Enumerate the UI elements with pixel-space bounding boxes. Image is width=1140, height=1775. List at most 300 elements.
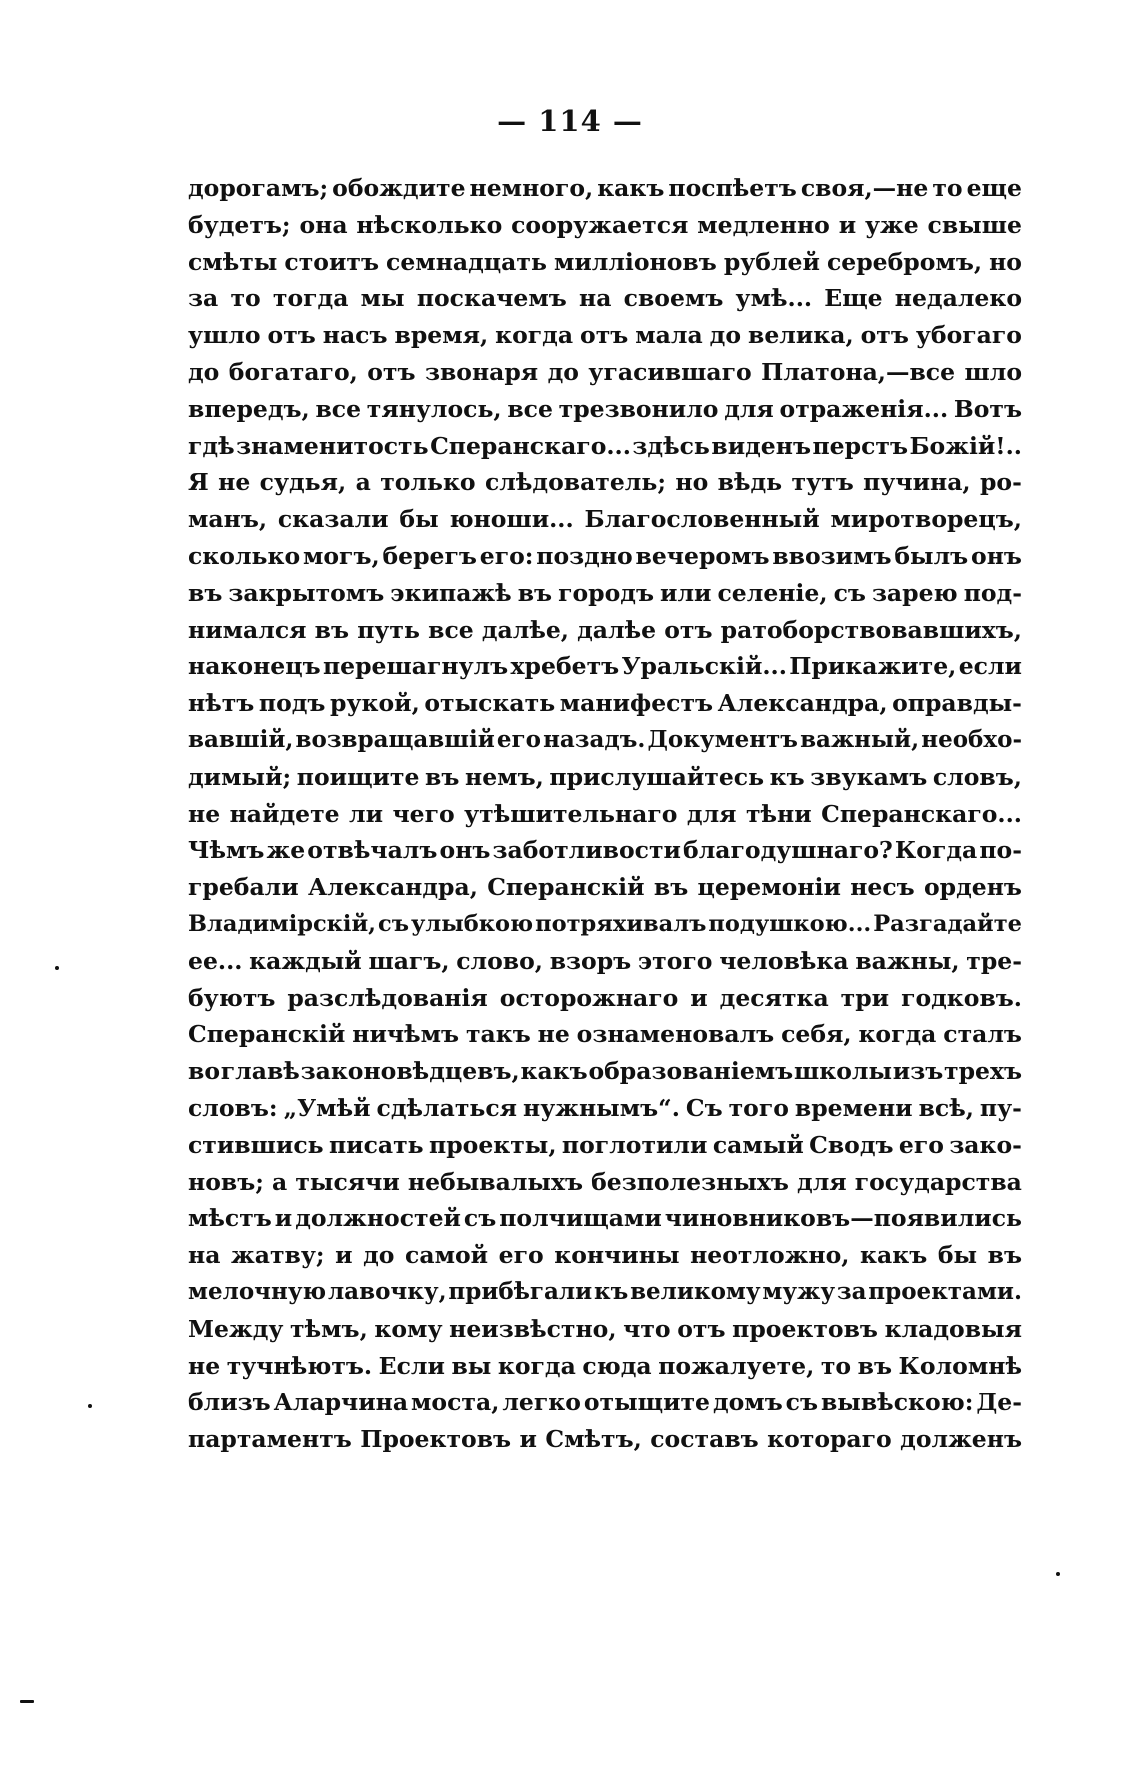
word: оправды- — [892, 689, 1022, 718]
word: съ — [378, 910, 409, 937]
word: недалеко — [894, 284, 1022, 313]
word: Коломнѣ — [898, 1351, 1022, 1380]
text-line — [188, 906, 1022, 943]
word: звонаря — [424, 357, 539, 386]
word: къ — [769, 762, 805, 791]
text-line — [188, 722, 1022, 759]
word: что — [623, 1314, 671, 1343]
word: сколько — [188, 541, 301, 570]
body-text — [188, 170, 1022, 1458]
word: поглотили — [561, 1130, 708, 1159]
word: десятка — [719, 983, 829, 1012]
word: ввозимъ — [772, 541, 892, 570]
word: необхо- — [921, 725, 1022, 753]
word: перстъ — [812, 431, 908, 460]
word: судья, — [259, 468, 347, 497]
scan-speck — [1056, 1572, 1060, 1576]
word: утѣшительнаго — [464, 799, 678, 828]
word: составъ — [650, 1425, 759, 1454]
word: кладовыя — [884, 1314, 1022, 1343]
word: ушло — [188, 321, 261, 350]
word: тысячи — [295, 1167, 400, 1196]
word: несъ — [850, 873, 915, 902]
word: во — [188, 1057, 221, 1086]
word: въ — [425, 762, 460, 791]
word: медленно — [697, 210, 830, 239]
word: Александра, — [308, 873, 478, 902]
word: и — [519, 1425, 537, 1454]
word: въ — [987, 1241, 1022, 1270]
word: писать — [328, 1130, 424, 1159]
word: его — [496, 725, 541, 753]
word: хребетъ — [510, 652, 620, 681]
word: тѣни — [745, 799, 812, 828]
word: отыскать — [424, 689, 556, 718]
word: гдѣ — [188, 431, 235, 460]
word: семнадцать — [386, 247, 547, 276]
word: для — [797, 1167, 847, 1196]
word: обождите — [332, 174, 466, 202]
word: его — [498, 1241, 544, 1270]
word: наконецъ — [188, 652, 321, 681]
word: селеніе, — [717, 578, 828, 607]
word: сдѣлаться — [376, 1093, 518, 1122]
word: ничѣмъ — [352, 1020, 460, 1049]
word: отъ — [664, 615, 713, 644]
word: новъ; — [188, 1167, 264, 1196]
word: немъ, — [465, 762, 544, 791]
word: мелочную — [188, 1277, 327, 1305]
word: стившись — [188, 1130, 324, 1159]
word: поздно — [536, 541, 633, 570]
word: до — [547, 357, 579, 386]
text-line — [188, 685, 1022, 722]
word: тре- — [966, 946, 1022, 975]
word: до — [363, 1241, 395, 1270]
word: нѣтъ — [188, 689, 255, 718]
word: ратоборствовавшихъ, — [720, 615, 1022, 644]
word: разслѣдованія — [287, 983, 488, 1012]
word: пу- — [979, 1093, 1022, 1122]
word: Когда — [894, 836, 978, 865]
word: же — [266, 836, 306, 865]
word: изъ — [892, 1057, 944, 1086]
text-line — [188, 1127, 1022, 1164]
word: на — [579, 284, 612, 313]
word: но — [989, 247, 1022, 276]
word: отъ — [677, 1314, 726, 1343]
text-line — [188, 501, 1022, 538]
word: и — [690, 983, 708, 1012]
word: будетъ; — [188, 210, 291, 239]
text-line — [188, 1090, 1022, 1127]
word: когда — [497, 1351, 576, 1380]
word: нѣсколько — [356, 210, 503, 239]
word: Сперанскій — [188, 1020, 346, 1049]
word: или — [660, 578, 712, 607]
word: на — [188, 1241, 221, 1270]
text-line — [188, 1164, 1022, 1201]
word: трезвонило — [558, 394, 719, 423]
word: а — [272, 1167, 288, 1196]
word: Смѣтъ, — [545, 1425, 642, 1454]
word: убогаго — [915, 321, 1022, 350]
word: отъ — [367, 357, 416, 386]
word: димый; — [188, 762, 292, 791]
word: слово, — [456, 946, 543, 975]
word: до — [188, 357, 220, 386]
word: вывѣскою: — [820, 1388, 974, 1417]
word: звукамъ — [810, 762, 928, 791]
word: слѣдователь; — [485, 468, 667, 497]
word: чего — [392, 799, 455, 828]
word: котораго — [767, 1425, 892, 1454]
word: закрытомъ — [228, 578, 385, 607]
word: чиновниковъ—появились — [664, 1204, 1022, 1233]
word: буютъ — [188, 983, 276, 1012]
text-line — [188, 575, 1022, 612]
word: то — [932, 174, 963, 202]
text-line — [188, 464, 1022, 501]
word: за — [188, 284, 219, 313]
word: под- — [963, 578, 1022, 607]
word: она — [299, 210, 348, 239]
word: серебромъ, — [826, 247, 983, 276]
word: своемъ — [623, 284, 724, 313]
word: стоитъ — [284, 247, 379, 276]
word: Сперанскаго... — [430, 431, 631, 460]
word: годковъ. — [901, 983, 1022, 1012]
word: Божій!.. — [909, 431, 1022, 460]
word: по- — [979, 836, 1022, 865]
word: самой — [405, 1241, 489, 1270]
text-line — [188, 280, 1022, 317]
word: ознаменовалъ — [576, 1020, 775, 1049]
word: впередъ, — [188, 394, 310, 423]
word: Съ — [685, 1093, 723, 1122]
word: прибѣгали — [448, 1277, 593, 1305]
word: все — [507, 394, 553, 423]
word: ее... — [188, 946, 243, 975]
text-line — [188, 538, 1022, 575]
text-line — [188, 244, 1022, 281]
word: отраженія... — [779, 394, 949, 423]
word: Прикажите, — [789, 652, 957, 681]
word: манъ, — [188, 505, 268, 534]
word: манифестъ — [559, 689, 714, 718]
word: былъ — [894, 541, 969, 570]
text-line — [188, 648, 1022, 685]
word: шло — [964, 357, 1022, 386]
word: умѣ... — [735, 284, 813, 313]
word: Владимірскій, — [188, 910, 376, 937]
word: мужу — [762, 1277, 836, 1305]
word: не — [537, 1020, 570, 1049]
word: рукой, — [330, 689, 420, 718]
word: какъ — [860, 1241, 928, 1270]
word: мала — [635, 321, 703, 350]
word: онъ — [439, 836, 491, 865]
text-line — [188, 1237, 1022, 1274]
word: велика, — [747, 321, 854, 350]
word: время, — [394, 321, 489, 350]
word: поспѣетъ — [668, 174, 797, 202]
word: государства — [854, 1167, 1022, 1196]
word: проектами. — [868, 1277, 1022, 1305]
word: Благословенный — [584, 505, 820, 534]
word: отыщите — [583, 1388, 711, 1417]
word: въ — [188, 578, 223, 607]
text-line — [188, 869, 1022, 906]
text-line — [188, 1053, 1022, 1090]
word: но — [675, 468, 709, 497]
word: онъ — [971, 541, 1022, 570]
word: Сводъ — [809, 1130, 894, 1159]
word: подъ — [258, 689, 326, 718]
word: Разгадайте — [873, 910, 1022, 937]
word: вы — [451, 1351, 492, 1380]
word: немного, — [469, 174, 594, 202]
word: городъ — [558, 578, 654, 607]
word: пожалуете, — [658, 1351, 815, 1380]
word: легко — [502, 1388, 581, 1417]
word: Вотъ — [953, 394, 1022, 423]
word: его — [898, 1130, 944, 1159]
word: Аларчина — [273, 1388, 409, 1417]
word: найдете — [229, 799, 340, 828]
word: бы — [399, 505, 439, 534]
word: поищите — [296, 762, 420, 791]
word: человѣка — [719, 946, 849, 975]
word: за — [836, 1277, 867, 1305]
word: насъ — [322, 321, 388, 350]
word: свыше — [927, 210, 1022, 239]
word: сказали — [277, 505, 389, 534]
word: лавочку, — [327, 1277, 447, 1305]
word: образованіемъ — [588, 1057, 794, 1086]
text-line — [188, 1200, 1022, 1237]
text-line — [188, 1421, 1022, 1458]
word: когда — [858, 1020, 937, 1049]
word: вавшій, — [188, 725, 294, 753]
word: съ — [785, 1388, 819, 1417]
word: времени — [794, 1093, 913, 1122]
word: „Умѣй — [283, 1093, 371, 1122]
word: долженъ — [900, 1425, 1022, 1454]
word: проекты, — [429, 1130, 557, 1159]
word: улыбкою — [410, 910, 534, 937]
word: Если — [378, 1351, 445, 1380]
word: вѣдь — [717, 468, 783, 497]
word: путь — [357, 615, 420, 644]
word: тѣмъ, — [290, 1314, 368, 1343]
word: неизвѣстно, — [449, 1314, 617, 1343]
word: до — [709, 321, 742, 350]
word: экипажѣ — [390, 578, 512, 607]
word: уже — [864, 210, 919, 239]
text-line — [188, 1016, 1022, 1053]
word: тутъ — [791, 468, 854, 497]
word: Еще — [824, 284, 883, 313]
word: тогда — [272, 284, 349, 313]
word: словъ: — [188, 1093, 278, 1122]
word: самый — [712, 1130, 804, 1159]
word: шагъ, — [368, 946, 450, 975]
word: ли — [349, 799, 384, 828]
word: и — [335, 1241, 353, 1270]
word: жатву; — [231, 1241, 325, 1270]
text-line — [188, 428, 1022, 465]
word: этого — [637, 946, 713, 975]
word: знаменитость — [236, 431, 429, 460]
word: отъ — [580, 321, 629, 350]
word: возвращавшій — [295, 725, 495, 753]
word: важны, — [855, 946, 960, 975]
word: какъ — [597, 174, 665, 202]
word: кому — [374, 1314, 443, 1343]
word: вечеромъ — [635, 541, 770, 570]
text-line — [188, 207, 1022, 244]
word: не — [218, 468, 251, 497]
word: орденъ — [924, 873, 1022, 902]
word: и — [274, 1204, 293, 1233]
text-line — [188, 317, 1022, 354]
word: перешагнулъ — [322, 652, 509, 681]
text-line — [188, 391, 1022, 428]
word: школы — [793, 1057, 893, 1086]
word: здѣсь — [632, 431, 710, 460]
text-line — [188, 759, 1022, 796]
word: далѣе — [577, 615, 657, 644]
word: поскачемъ — [416, 284, 567, 313]
word: Документъ — [647, 725, 798, 753]
scan-speck — [88, 1404, 92, 1408]
word: мы — [360, 284, 405, 313]
word: отъ — [267, 321, 316, 350]
word: безполезныхъ — [591, 1167, 789, 1196]
word: если — [958, 652, 1022, 681]
text-line — [188, 1384, 1022, 1421]
word: отъ — [860, 321, 909, 350]
word: какъ — [520, 1057, 588, 1086]
text-line — [188, 354, 1022, 391]
word: кончины — [554, 1241, 680, 1270]
word: юноши... — [449, 505, 574, 534]
text-line — [188, 1311, 1022, 1348]
word: благодушнаго? — [683, 836, 893, 865]
word: нимался — [188, 615, 307, 644]
word: берегъ — [382, 541, 477, 570]
word: миротворецъ, — [830, 505, 1022, 534]
word: его: — [479, 541, 534, 570]
word: все — [315, 394, 362, 423]
word: богатаго, — [228, 357, 358, 386]
word: смѣты — [188, 247, 278, 276]
word: отвѣчалъ — [307, 836, 438, 865]
word: близъ — [188, 1388, 271, 1417]
word: законовѣдцевъ, — [300, 1057, 520, 1086]
word: трехъ — [944, 1057, 1022, 1086]
word: все — [428, 615, 474, 644]
word: партаментъ — [188, 1425, 352, 1454]
word: въ — [517, 578, 553, 607]
word: Александра, — [717, 689, 888, 718]
word: то — [820, 1351, 852, 1380]
word: гребали — [188, 873, 299, 902]
word: назадъ. — [543, 725, 646, 753]
text-line — [188, 943, 1022, 980]
word: Чѣмъ — [188, 836, 265, 865]
word: всѣ, — [918, 1093, 974, 1122]
word: для — [724, 394, 774, 423]
word: своя,—не — [800, 174, 929, 202]
word: Платона,—все — [761, 357, 956, 386]
word: а — [355, 468, 371, 497]
word: не — [188, 799, 221, 828]
word: великому — [630, 1277, 761, 1305]
word: то — [230, 284, 261, 313]
word: осторожнаго — [499, 983, 679, 1012]
word: главѣ — [220, 1057, 300, 1086]
word: съ — [463, 1204, 497, 1233]
word: такъ — [465, 1020, 531, 1049]
word: Между — [188, 1314, 284, 1343]
word: и — [838, 210, 857, 239]
word: подушкою... — [708, 910, 872, 937]
word: Сперанскій — [487, 873, 645, 902]
text-line — [188, 170, 1022, 207]
text-line — [188, 612, 1022, 649]
word: ро- — [980, 468, 1022, 497]
word: угасившаго — [588, 357, 752, 386]
word: важный, — [800, 725, 920, 753]
word: въ — [314, 615, 350, 644]
word: тучнѣютъ. — [226, 1351, 373, 1380]
word: не — [188, 1351, 221, 1380]
word: въ — [653, 873, 689, 902]
word: зако- — [949, 1130, 1022, 1159]
word: Сперанскаго... — [821, 799, 1022, 828]
word: бы — [937, 1241, 978, 1270]
scan-speck — [55, 966, 59, 970]
word: потряхивалъ — [535, 910, 707, 937]
word: три — [840, 983, 890, 1012]
text-line — [188, 1348, 1022, 1385]
word: виденъ — [711, 431, 811, 460]
word: сюда — [582, 1351, 652, 1380]
word: церемоніи — [697, 873, 841, 902]
page-number: — 114 — — [497, 104, 643, 138]
word: домъ — [712, 1388, 783, 1417]
word: моста, — [411, 1388, 500, 1417]
text-line — [188, 980, 1022, 1017]
word: Де- — [976, 1388, 1022, 1417]
word: къ — [593, 1277, 629, 1305]
word: тянулось, — [366, 394, 502, 423]
word: словъ, — [932, 762, 1022, 791]
word: сооружается — [511, 210, 689, 239]
word: того — [728, 1093, 789, 1122]
word: въ — [857, 1351, 892, 1380]
word: неотложно, — [690, 1241, 850, 1270]
word: милліоновъ — [553, 247, 717, 276]
word: сталъ — [943, 1020, 1022, 1049]
word: зарею — [871, 578, 958, 607]
word: полчищами — [499, 1204, 662, 1233]
word: проектовъ — [732, 1314, 878, 1343]
word: Проектовъ — [360, 1425, 512, 1454]
word: заботливости — [492, 836, 681, 865]
